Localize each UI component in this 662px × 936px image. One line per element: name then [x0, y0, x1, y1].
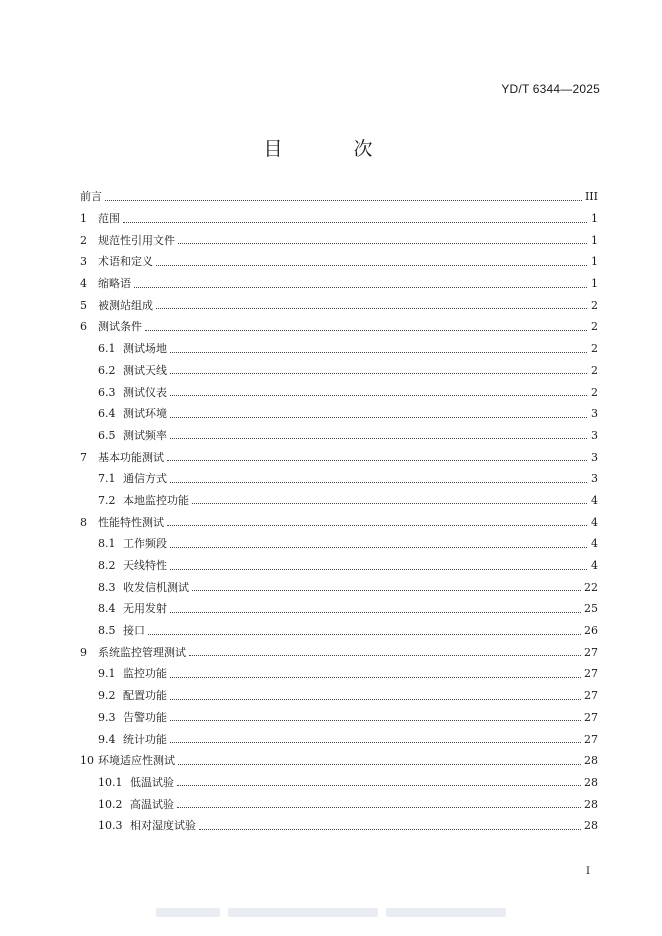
toc-entry-page: 4 — [591, 559, 598, 573]
toc-entry[interactable] — [80, 338, 598, 360]
toc-entry-title: 测试仪表 — [123, 385, 167, 399]
toc-dot-leader — [170, 473, 587, 483]
page-number: I — [586, 866, 590, 877]
toc-entry[interactable] — [80, 663, 598, 685]
toc-dot-leader — [192, 494, 587, 504]
toc-entry[interactable] — [80, 750, 598, 772]
toc-entry-page: 3 — [591, 428, 598, 442]
toc-entry-number: 4 — [80, 277, 87, 291]
toc-entry-title: 统计功能 — [123, 732, 167, 746]
toc-dot-leader — [170, 690, 581, 700]
toc-entry-number: 6.4 — [98, 407, 116, 421]
toc-entry-title: 环境适应性测试 — [98, 754, 175, 768]
toc-dot-leader — [134, 278, 587, 288]
toc-entry-title: 监控功能 — [123, 667, 167, 681]
watermark-segment — [156, 908, 220, 917]
toc-dot-leader — [148, 625, 581, 635]
toc-dot-leader — [178, 234, 587, 244]
toc-entry-number: 10.3 — [98, 819, 123, 833]
toc-entry-number: 6.3 — [98, 385, 116, 399]
toc-entry[interactable] — [80, 793, 598, 815]
toc-entry-title: 相对湿度试验 — [130, 819, 196, 833]
toc-entry-page: 22 — [584, 580, 598, 594]
toc-entry-number: 9.1 — [98, 667, 116, 681]
toc-entry-page: 1 — [591, 212, 598, 226]
toc-dot-leader — [177, 776, 581, 786]
toc-dot-leader — [170, 408, 587, 418]
toc-entry[interactable] — [80, 208, 598, 230]
toc-entry-number: 8.3 — [98, 580, 116, 594]
toc-dot-leader — [170, 364, 587, 374]
toc-entry-title: 天线特性 — [123, 559, 167, 573]
toc-dot-leader — [170, 343, 587, 353]
watermark-segment — [386, 908, 506, 917]
toc-entry[interactable] — [80, 490, 598, 512]
toc-entry-number: 6.1 — [98, 342, 116, 356]
toc-entry[interactable] — [80, 446, 598, 468]
toc-entry-page: 4 — [591, 493, 598, 507]
toc-dot-leader — [199, 820, 581, 830]
toc-dot-leader — [170, 733, 581, 743]
toc-entry-title: 告警功能 — [123, 710, 167, 724]
toc-entry-title: 规范性引用文件 — [98, 233, 175, 247]
table-of-contents — [80, 186, 598, 837]
toc-entry-number: 8.5 — [98, 624, 116, 638]
toc-entry-page: 28 — [584, 775, 598, 789]
toc-entry-page: 27 — [584, 732, 598, 746]
toc-entry-page: 4 — [591, 515, 598, 529]
toc-entry-number: 7.1 — [98, 472, 116, 486]
toc-entry[interactable] — [80, 468, 598, 490]
toc-dot-leader — [123, 213, 587, 223]
toc-entry-page: III — [584, 190, 598, 204]
toc-entry[interactable] — [80, 316, 598, 338]
toc-entry-number: 3 — [80, 255, 87, 269]
toc-entry-number: 7 — [80, 450, 87, 464]
toc-entry-title: 系统监控管理测试 — [98, 645, 186, 659]
toc-dot-leader — [170, 429, 587, 439]
toc-entry[interactable] — [80, 533, 598, 555]
toc-entry-page: 2 — [591, 342, 598, 356]
page-title: 目 次 — [263, 138, 399, 160]
toc-entry[interactable] — [80, 186, 598, 208]
toc-entry-number: 7.2 — [98, 493, 116, 507]
toc-entry-title: 接口 — [123, 624, 145, 638]
toc-entry-number: 9 — [80, 645, 87, 659]
toc-entry-number: 8.4 — [98, 602, 116, 616]
toc-dot-leader — [167, 516, 587, 526]
toc-entry-page: 25 — [584, 602, 598, 616]
toc-entry-page: 28 — [584, 819, 598, 833]
toc-entry-title: 基本功能测试 — [98, 450, 164, 464]
toc-entry[interactable] — [80, 728, 598, 750]
toc-entry-title: 低温试验 — [130, 775, 174, 789]
toc-dot-leader — [145, 321, 587, 331]
toc-entry-page: 27 — [584, 710, 598, 724]
toc-entry[interactable] — [80, 381, 598, 403]
toc-dot-leader — [192, 581, 581, 591]
toc-entry-number: 10.2 — [98, 797, 123, 811]
toc-entry-number: 2 — [80, 233, 87, 247]
toc-entry-page: 27 — [584, 667, 598, 681]
toc-entry[interactable] — [80, 620, 598, 642]
toc-entry-page: 2 — [591, 385, 598, 399]
toc-entry-title: 无用发射 — [123, 602, 167, 616]
toc-entry-title: 缩略语 — [98, 277, 131, 291]
toc-entry-page: 1 — [591, 277, 598, 291]
toc-entry-page: 1 — [591, 255, 598, 269]
toc-dot-leader — [170, 711, 581, 721]
toc-entry[interactable] — [80, 229, 598, 251]
toc-entry-title: 术语和定义 — [98, 255, 153, 269]
toc-entry-number: 9.3 — [98, 710, 116, 724]
toc-dot-leader — [156, 299, 587, 309]
toc-entry-title: 测试频率 — [123, 428, 167, 442]
toc-entry-number: 6.2 — [98, 363, 116, 377]
toc-entry-number: 10 — [80, 754, 94, 768]
watermark-segment — [228, 908, 378, 917]
toc-dot-leader — [167, 451, 587, 461]
toc-entry[interactable] — [80, 360, 598, 382]
toc-entry-page: 4 — [591, 537, 598, 551]
toc-entry-page: 26 — [584, 624, 598, 638]
toc-entry[interactable] — [80, 772, 598, 794]
toc-entry-title: 测试天线 — [123, 363, 167, 377]
toc-entry-title: 配置功能 — [123, 689, 167, 703]
toc-entry[interactable] — [80, 815, 598, 837]
toc-entry-page: 28 — [584, 754, 598, 768]
toc-dot-leader — [156, 256, 587, 266]
toc-entry-page: 27 — [584, 689, 598, 703]
toc-entry-title: 工作频段 — [123, 537, 167, 551]
toc-dot-leader — [105, 191, 582, 201]
toc-entry-title: 性能特性测试 — [98, 515, 164, 529]
toc-entry-page: 3 — [591, 450, 598, 464]
toc-entry-page: 28 — [584, 797, 598, 811]
toc-entry-page: 2 — [591, 363, 598, 377]
toc-entry[interactable] — [80, 641, 598, 663]
toc-dot-leader — [170, 560, 587, 570]
toc-entry-title: 本地监控功能 — [123, 493, 189, 507]
toc-entry[interactable] — [80, 685, 598, 707]
toc-entry[interactable] — [80, 511, 598, 533]
toc-entry[interactable] — [80, 294, 598, 316]
toc-entry-number: 5 — [80, 298, 87, 312]
toc-entry-page: 3 — [591, 407, 598, 421]
toc-entry-number: 8.2 — [98, 559, 116, 573]
toc-entry-title: 通信方式 — [123, 472, 167, 486]
toc-entry-number: 8.1 — [98, 537, 116, 551]
toc-entry-number: 6.5 — [98, 428, 116, 442]
toc-dot-leader — [177, 798, 581, 808]
toc-dot-leader — [178, 755, 581, 765]
toc-entry[interactable] — [80, 555, 598, 577]
document-code: YD/T 6344—2025 — [501, 82, 600, 96]
toc-entry[interactable] — [80, 576, 598, 598]
toc-entry-title: 被测站组成 — [98, 298, 153, 312]
toc-entry-number: 10.1 — [98, 775, 123, 789]
toc-entry-title: 范围 — [98, 212, 120, 226]
toc-entry-number: 1 — [80, 212, 87, 226]
toc-entry-page: 1 — [591, 233, 598, 247]
toc-entry-title: 高温试验 — [130, 797, 174, 811]
toc-entry-title: 前言 — [80, 190, 102, 204]
toc-entry-title: 测试环境 — [123, 407, 167, 421]
toc-entry-title: 收发信机测试 — [123, 580, 189, 594]
toc-dot-leader — [170, 538, 587, 548]
toc-entry[interactable] — [80, 707, 598, 729]
toc-entry-page: 3 — [591, 472, 598, 486]
toc-entry[interactable] — [80, 425, 598, 447]
toc-entry-number: 9.2 — [98, 689, 116, 703]
toc-entry-number: 9.4 — [98, 732, 116, 746]
toc-entry-page: 27 — [584, 645, 598, 659]
toc-dot-leader — [170, 668, 581, 678]
toc-entry[interactable] — [80, 598, 598, 620]
toc-entry-number: 8 — [80, 515, 87, 529]
toc-entry[interactable] — [80, 273, 598, 295]
toc-dot-leader — [170, 603, 581, 613]
toc-entry-number: 6 — [80, 320, 87, 334]
toc-entry-title: 测试场地 — [123, 342, 167, 356]
toc-entry[interactable] — [80, 251, 598, 273]
toc-entry-title: 测试条件 — [98, 320, 142, 334]
toc-entry-page: 2 — [591, 320, 598, 334]
toc-dot-leader — [170, 386, 587, 396]
toc-entry[interactable] — [80, 403, 598, 425]
watermark — [0, 908, 662, 924]
toc-dot-leader — [189, 646, 581, 656]
toc-entry-page: 2 — [591, 298, 598, 312]
